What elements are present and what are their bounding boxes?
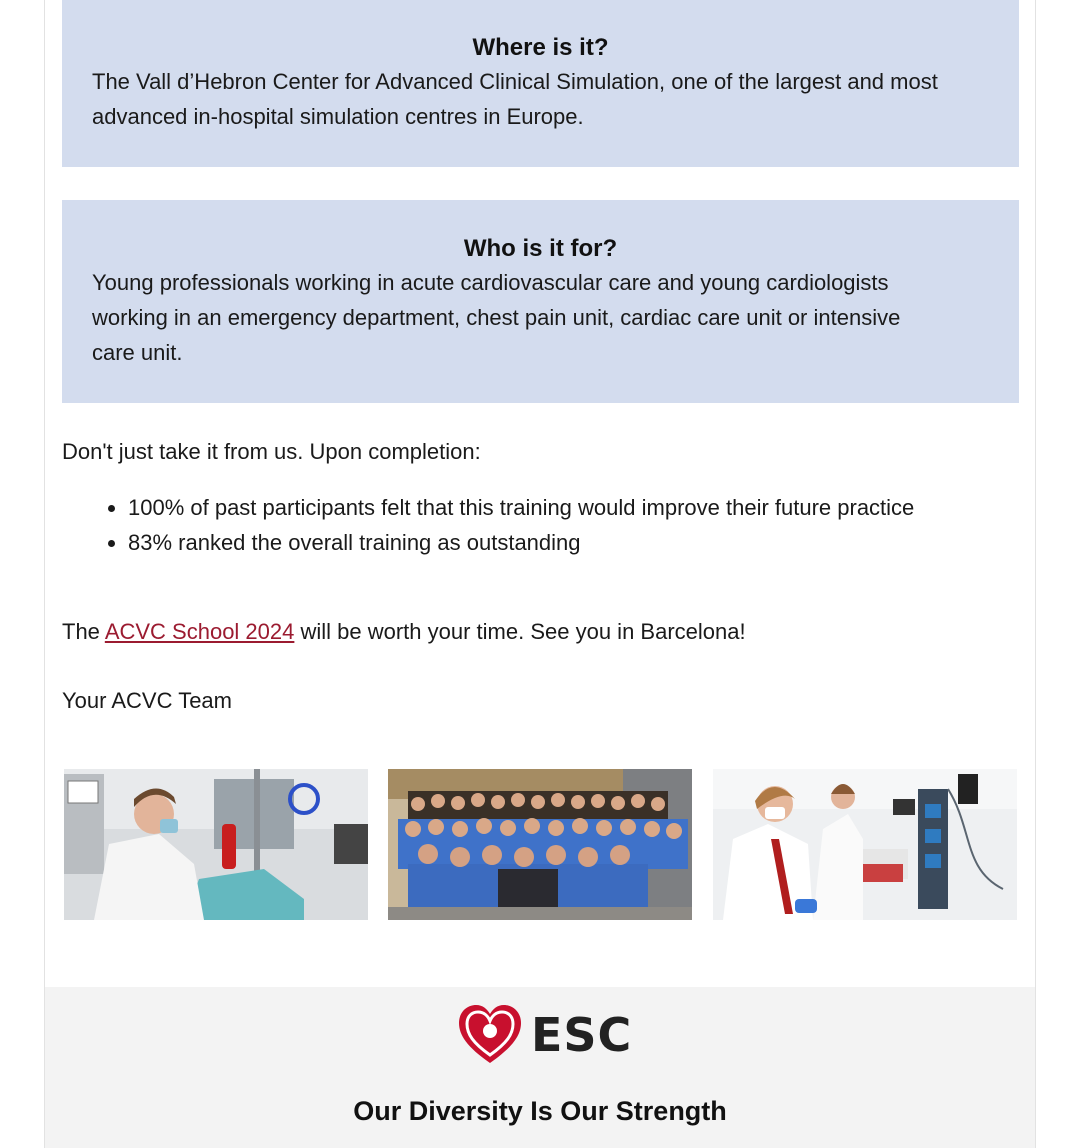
testimonial-intro: Don't just take it from us. Upon completion: <box>62 439 481 464</box>
where-info-box <box>62 0 1019 167</box>
list-item: • 83% ranked the overall training as outstanding <box>128 525 1019 560</box>
who-body: Young professionals working in acute cardiovascular care and young cardiologists working in an emergency department, chest pain unit, cardiac care unit or intensive care unit. <box>92 270 901 365</box>
closing-sentence: The ACVC School 2024 will be worth your time. See you in Barcelona! <box>62 619 746 644</box>
clinical-practice-photo <box>713 769 1017 920</box>
esc-logo[interactable]: ESC <box>457 1003 627 1065</box>
list-item: • 100% of past participants felt that this training would improve their future practice <box>128 490 1019 525</box>
footer-tagline: Our Diversity Is Our Strength <box>353 1096 727 1126</box>
who-heading: Who is it for? <box>463 235 618 262</box>
acvc-school-link[interactable]: ACVC School 2024 <box>104 619 295 644</box>
esc-footer <box>45 987 1035 1148</box>
email-body <box>44 0 1036 1148</box>
who-info-box <box>62 200 1019 403</box>
stats-list <box>62 490 1019 560</box>
heart-icon <box>457 1003 523 1065</box>
where-body: The Vall d’Hebron Center for Advanced Clinical Simulation, one of the largest and most advanced in-hospital simulation centres in Europe. <box>92 69 938 129</box>
signoff: Your ACVC Team <box>62 688 232 713</box>
group-participants-photo <box>388 769 692 920</box>
simulation-training-photo <box>64 769 368 920</box>
where-heading: Where is it? <box>472 34 609 61</box>
